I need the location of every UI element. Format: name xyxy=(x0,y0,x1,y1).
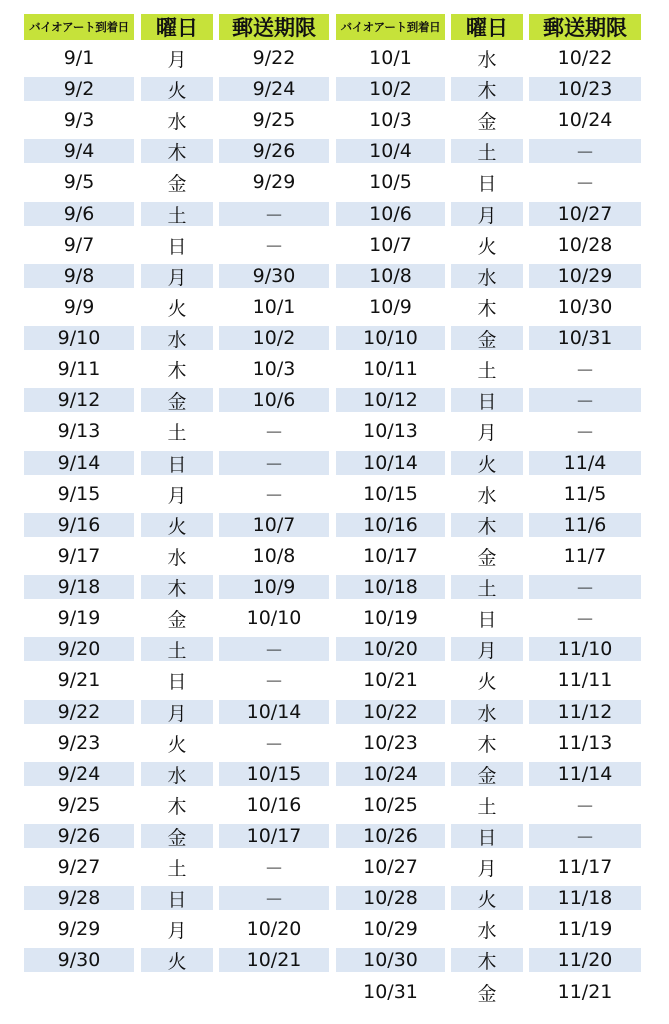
header-deadline-left: 郵送期限 xyxy=(219,14,329,40)
cell-deadline-right: 11/19 xyxy=(557,918,613,940)
cell-deadline-right: 10/22 xyxy=(557,47,613,69)
cell-deadline-left: － xyxy=(219,202,329,226)
cell-deadline-left: － xyxy=(264,733,284,756)
cell-arrival-date-right: 10/29 xyxy=(363,918,418,940)
cell-arrival-date-left: 9/3 xyxy=(63,109,95,131)
cell-weekday-right: 日 xyxy=(451,824,523,848)
cell-arrival-date-right: 10/30 xyxy=(336,948,445,972)
cell-arrival-date-right: 10/21 xyxy=(363,669,418,691)
cell-arrival-date-right: 10/10 xyxy=(336,326,445,350)
cell-deadline-left: 9/30 xyxy=(219,264,329,288)
cell-weekday-right: 木 xyxy=(451,948,523,972)
cell-arrival-date-left: 9/28 xyxy=(24,886,134,910)
cell-weekday-left: 木 xyxy=(141,575,213,599)
cell-weekday-right: 水 xyxy=(451,700,523,724)
cell-weekday-left: 火 xyxy=(141,513,213,537)
cell-arrival-date-right: 10/2 xyxy=(336,77,445,101)
cell-deadline-left: 9/29 xyxy=(252,171,296,193)
cell-weekday-right: 月 xyxy=(477,857,497,880)
cell-weekday-right: 金 xyxy=(477,546,497,569)
cell-weekday-right: 水 xyxy=(477,919,497,942)
cell-deadline-left: 9/25 xyxy=(252,109,296,131)
cell-weekday-right: 月 xyxy=(477,421,497,444)
cell-deadline-right: 11/13 xyxy=(557,732,613,754)
cell-arrival-date-left: 9/11 xyxy=(57,358,101,380)
cell-arrival-date-left: 9/7 xyxy=(63,234,95,256)
cell-deadline-right: － xyxy=(575,421,595,444)
cell-weekday-left: 土 xyxy=(167,421,187,444)
cell-arrival-date-left: 9/23 xyxy=(57,732,101,754)
cell-weekday-right: 火 xyxy=(451,451,523,475)
cell-weekday-right: 月 xyxy=(451,202,523,226)
header-deadline-right: 郵送期限 xyxy=(529,14,641,40)
cell-weekday-right: 水 xyxy=(477,484,497,507)
cell-weekday-right: 水 xyxy=(451,264,523,288)
cell-deadline-right: 10/27 xyxy=(529,202,641,226)
cell-deadline-left: － xyxy=(264,421,284,444)
cell-arrival-date-left: 9/19 xyxy=(57,607,101,629)
cell-arrival-date-right: 10/24 xyxy=(336,762,445,786)
cell-weekday-left: 水 xyxy=(141,326,213,350)
cell-arrival-date-left xyxy=(24,980,134,1004)
cell-arrival-date-left: 9/21 xyxy=(57,669,101,691)
cell-arrival-date-right: 10/7 xyxy=(369,234,412,256)
cell-weekday-left: 日 xyxy=(167,235,187,258)
cell-deadline-right: 11/17 xyxy=(557,856,613,878)
cell-deadline-left: 9/22 xyxy=(252,47,296,69)
cell-arrival-date-right: 10/17 xyxy=(363,545,418,567)
cell-deadline-left: 10/9 xyxy=(219,575,329,599)
cell-weekday-left: 火 xyxy=(141,77,213,101)
cell-arrival-date-right: 10/27 xyxy=(363,856,418,878)
cell-weekday-right: 日 xyxy=(451,388,523,412)
cell-weekday-left: 木 xyxy=(167,795,187,818)
cell-deadline-right: － xyxy=(575,359,595,382)
cell-arrival-date-right: 10/12 xyxy=(336,388,445,412)
cell-weekday-right: 木 xyxy=(451,513,523,537)
cell-deadline-left: 10/15 xyxy=(219,762,329,786)
cell-arrival-date-left: 9/4 xyxy=(24,139,134,163)
cell-weekday-left: 月 xyxy=(167,48,187,71)
cell-weekday-right: 土 xyxy=(477,359,497,382)
cell-deadline-left: － xyxy=(264,670,284,693)
cell-deadline-left: － xyxy=(219,637,329,661)
cell-arrival-date-left: 9/20 xyxy=(24,637,134,661)
cell-weekday-left: 金 xyxy=(167,172,187,195)
cell-deadline-right: － xyxy=(575,795,595,818)
cell-weekday-left: 月 xyxy=(167,919,187,942)
cell-arrival-date-right: 10/15 xyxy=(363,483,418,505)
cell-arrival-date-left: 9/27 xyxy=(57,856,101,878)
cell-weekday-right: 土 xyxy=(477,795,497,818)
cell-arrival-date-left: 9/18 xyxy=(24,575,134,599)
header-arrival-date-left: バイオアート到着日 xyxy=(24,14,134,40)
cell-deadline-left: 10/1 xyxy=(252,296,296,318)
cell-arrival-date-left: 9/2 xyxy=(24,77,134,101)
cell-arrival-date-right: 10/14 xyxy=(336,451,445,475)
cell-deadline-right: － xyxy=(529,139,641,163)
cell-deadline-right: 11/7 xyxy=(563,545,607,567)
cell-deadline-left: 10/21 xyxy=(219,948,329,972)
cell-deadline-right: － xyxy=(575,608,595,631)
cell-arrival-date-left: 9/24 xyxy=(24,762,134,786)
cell-weekday-left: 金 xyxy=(141,824,213,848)
cell-deadline-right: 11/14 xyxy=(529,762,641,786)
cell-arrival-date-right: 10/1 xyxy=(369,47,412,69)
cell-arrival-date-right: 10/20 xyxy=(336,637,445,661)
cell-arrival-date-right: 10/26 xyxy=(336,824,445,848)
cell-arrival-date-left: 9/25 xyxy=(57,794,101,816)
cell-weekday-right: 火 xyxy=(477,670,497,693)
header-arrival-date-right: バイオアート到着日 xyxy=(336,14,445,40)
cell-weekday-left: 火 xyxy=(167,297,187,320)
cell-deadline-right: 10/31 xyxy=(529,326,641,350)
cell-arrival-date-left: 9/5 xyxy=(63,171,95,193)
cell-arrival-date-left: 9/15 xyxy=(57,483,101,505)
cell-weekday-right: 火 xyxy=(477,235,497,258)
header-weekday-right: 曜日 xyxy=(451,14,523,40)
cell-weekday-left: 木 xyxy=(167,359,187,382)
cell-arrival-date-left: 9/14 xyxy=(24,451,134,475)
cell-deadline-left: 9/24 xyxy=(219,77,329,101)
cell-arrival-date-right: 10/28 xyxy=(336,886,445,910)
cell-deadline-left: － xyxy=(219,886,329,910)
cell-deadline-left: 10/3 xyxy=(252,358,296,380)
cell-weekday-left: 金 xyxy=(141,388,213,412)
cell-arrival-date-right: 10/16 xyxy=(336,513,445,537)
cell-arrival-date-left: 9/12 xyxy=(24,388,134,412)
header-weekday-left: 曜日 xyxy=(141,14,213,40)
cell-arrival-date-right: 10/25 xyxy=(363,794,418,816)
cell-arrival-date-left: 9/10 xyxy=(24,326,134,350)
cell-weekday-right: 日 xyxy=(477,608,497,631)
cell-weekday-left: 土 xyxy=(167,857,187,880)
cell-arrival-date-right: 10/31 xyxy=(363,981,418,1003)
cell-weekday-left: 日 xyxy=(141,886,213,910)
cell-weekday-left: 日 xyxy=(167,670,187,693)
cell-deadline-right: 10/30 xyxy=(557,296,613,318)
cell-deadline-right: － xyxy=(529,388,641,412)
cell-weekday-right: 金 xyxy=(451,326,523,350)
cell-deadline-left: 10/17 xyxy=(219,824,329,848)
cell-arrival-date-left: 9/13 xyxy=(57,420,101,442)
cell-deadline-right: － xyxy=(575,172,595,195)
cell-deadline-left: 10/6 xyxy=(219,388,329,412)
cell-weekday-right: 木 xyxy=(451,77,523,101)
cell-weekday-left: 月 xyxy=(167,484,187,507)
cell-weekday-right: 土 xyxy=(451,575,523,599)
cell-deadline-right: 11/18 xyxy=(529,886,641,910)
cell-deadline-right: 10/24 xyxy=(557,109,613,131)
cell-weekday-left: 土 xyxy=(141,637,213,661)
cell-deadline-left: 9/26 xyxy=(219,139,329,163)
cell-weekday-left: 水 xyxy=(167,110,187,133)
cell-deadline-left: 10/10 xyxy=(246,607,302,629)
cell-deadline-left: 10/20 xyxy=(246,918,302,940)
cell-weekday-left: 水 xyxy=(141,762,213,786)
cell-weekday-right: 月 xyxy=(451,637,523,661)
cell-weekday-left: 月 xyxy=(141,264,213,288)
cell-arrival-date-right: 10/4 xyxy=(336,139,445,163)
cell-arrival-date-right: 10/23 xyxy=(363,732,418,754)
cell-arrival-date-right: 10/8 xyxy=(336,264,445,288)
cell-deadline-left: － xyxy=(264,857,284,880)
cell-deadline-left: － xyxy=(264,484,284,507)
cell-deadline-right: － xyxy=(529,575,641,599)
cell-deadline-right: 11/12 xyxy=(529,700,641,724)
cell-arrival-date-left: 9/8 xyxy=(24,264,134,288)
cell-weekday-left: 木 xyxy=(141,139,213,163)
cell-arrival-date-right: 10/19 xyxy=(363,607,418,629)
cell-weekday-left: 金 xyxy=(167,608,187,631)
cell-arrival-date-left: 9/26 xyxy=(24,824,134,848)
cell-arrival-date-right: 10/6 xyxy=(336,202,445,226)
cell-deadline-right: 11/5 xyxy=(563,483,607,505)
cell-arrival-date-left: 9/30 xyxy=(24,948,134,972)
cell-arrival-date-left: 9/22 xyxy=(24,700,134,724)
cell-arrival-date-right: 10/18 xyxy=(336,575,445,599)
cell-deadline-right: 10/28 xyxy=(557,234,613,256)
cell-deadline-left: 10/14 xyxy=(219,700,329,724)
cell-weekday-left: 土 xyxy=(141,202,213,226)
cell-weekday-left: 火 xyxy=(167,733,187,756)
cell-deadline-left: － xyxy=(264,235,284,258)
cell-weekday-left: 月 xyxy=(141,700,213,724)
cell-arrival-date-left: 9/29 xyxy=(57,918,101,940)
cell-deadline-left: 10/8 xyxy=(252,545,296,567)
cell-weekday-right: 金 xyxy=(451,762,523,786)
cell-weekday-left: 水 xyxy=(167,546,187,569)
cell-deadline-left: 10/7 xyxy=(219,513,329,537)
cell-deadline-left: 10/16 xyxy=(246,794,302,816)
cell-arrival-date-right: 10/11 xyxy=(363,358,418,380)
cell-deadline-left: 10/2 xyxy=(219,326,329,350)
cell-arrival-date-right: 10/13 xyxy=(363,420,418,442)
cell-deadline-left: － xyxy=(219,451,329,475)
cell-arrival-date-right: 10/3 xyxy=(369,109,412,131)
cell-weekday-left: 火 xyxy=(141,948,213,972)
cell-weekday-right: 金 xyxy=(477,982,497,1005)
cell-weekday-right: 水 xyxy=(477,48,497,71)
cell-arrival-date-left: 9/1 xyxy=(63,47,95,69)
cell-weekday-right: 土 xyxy=(451,139,523,163)
cell-arrival-date-left: 9/17 xyxy=(57,545,101,567)
cell-deadline-right: 11/11 xyxy=(557,669,613,691)
cell-deadline-right: － xyxy=(529,824,641,848)
cell-weekday-left: 日 xyxy=(141,451,213,475)
cell-weekday-right: 日 xyxy=(477,172,497,195)
cell-weekday-right: 火 xyxy=(451,886,523,910)
cell-deadline-right: 11/20 xyxy=(529,948,641,972)
cell-deadline-left xyxy=(219,980,329,1004)
cell-deadline-right: 11/21 xyxy=(557,981,613,1003)
cell-weekday-right: 木 xyxy=(477,297,497,320)
cell-deadline-right: 10/23 xyxy=(529,77,641,101)
cell-arrival-date-left: 9/9 xyxy=(63,296,95,318)
cell-arrival-date-right: 10/5 xyxy=(369,171,412,193)
cell-weekday-left xyxy=(141,980,213,1004)
cell-deadline-right: 11/6 xyxy=(529,513,641,537)
cell-deadline-right: 11/10 xyxy=(529,637,641,661)
cell-arrival-date-right: 10/22 xyxy=(336,700,445,724)
cell-arrival-date-left: 9/6 xyxy=(24,202,134,226)
cell-weekday-right: 金 xyxy=(477,110,497,133)
cell-arrival-date-left: 9/16 xyxy=(24,513,134,537)
cell-deadline-right: 11/4 xyxy=(529,451,641,475)
cell-weekday-right: 木 xyxy=(477,733,497,756)
cell-deadline-right: 10/29 xyxy=(529,264,641,288)
cell-arrival-date-right: 10/9 xyxy=(369,296,412,318)
